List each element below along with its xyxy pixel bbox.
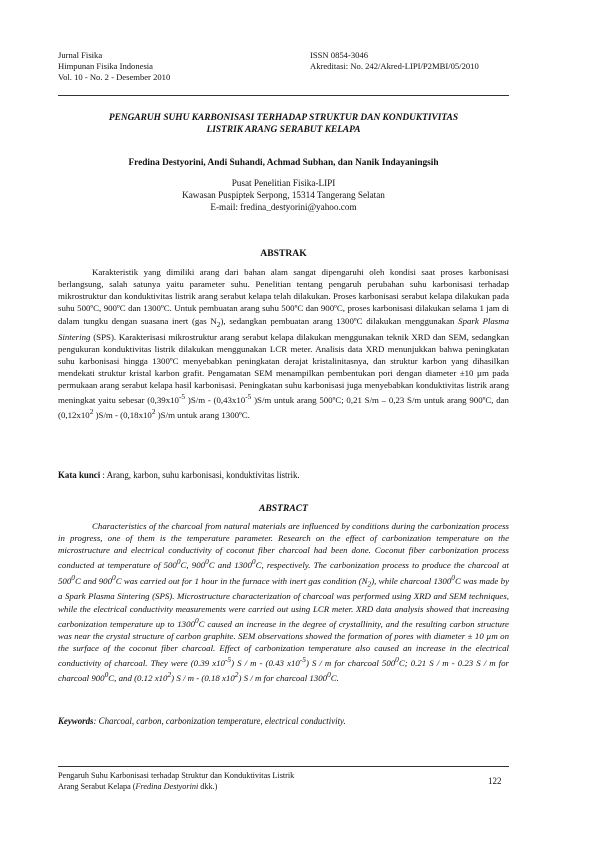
keywords-label: Keywords (58, 716, 94, 726)
issn: ISSN 0854-3046 (310, 50, 369, 60)
title-line-1: PENGARUH SUHU KARBONISASI TERHADAP STRUKTUR DAN KONDUKTIVITAS (108, 113, 459, 123)
institution: Pusat Penelitian Fisika-LIPI (231, 178, 336, 188)
affiliation (58, 177, 509, 213)
journal-name: Jurnal Fisika (58, 50, 103, 60)
footer-title-2: Arang Serabut Kelapa (Fredina Destyorini dkk.) (58, 782, 218, 791)
kata-kunci-text: : Arang, karbon, suhu karbonisasi, konduktivitas listrik. (100, 470, 300, 480)
accreditation: Akreditasi: No. 242/Akred-LIPI/P2MBI/05/2010 (310, 61, 479, 71)
abstrak-body: Karakteristik yang dimiliki arang dari bahan alam sangat dipengaruhi oleh kondisi saat proses karbonisasi berlangsung, salah satunya yaitu parameter suhu. Penelitian tentang pengaruh perubahan suhu karbonisasi terhadap mikrostruktur dan konduktivitas listrik arang serabut kelapa telah dilakukan. Proses karbonisasi serabut kelapa dilakukan pada suhu 500ºC, 900ºC dan 1300ºC. Untuk pembuatan arang suhu 500ºC dan 900ºC, proses karbonisasi dilakukan selama 1 jam di dalam tungku dengan suasana inert (gas $N_2$), sedangkan pembuatan arang 1300ºC dilakukan menggunakan Spark Plasma Sintering (SPS). Karakterisasi mikrostruktur arang serabut kelapa dilakukan menggunakan teknik XRD dan SEM, sedangkan pengukuran konduktivitas listrik dilakukan menggunakan LCR meter. Analisis data XRD menunjukkan bahwa peningkatan suhu karbonisasi hingga 1300ºC menyebabkan peningkatan derajat kristalinitasnya, dan struktur karbon yang dihasilkan mendekati struktur kristal karbon grafit. Pengamatan SEM menampilkan pembentukan pori dengan diameter ±10 µm pada permukaan arang serabut kelapa hasil karbonisasi. Peningkatan suhu karbonisasi juga menyebabkan konduktivitas listrik arang meningkat yaitu sebesar ($0,39x10^{-5}$ )$S/m - (0,43x10^{-5}$ )S/m untuk arang 500ºC; 0,21 S/m – 0,23 S/m untuk arang 900ºC, dan ($0,12x10^2$ )$S/m - (0,18x10^2$ )S/m untuk arang 1300ºC. (58, 267, 510, 421)
header-rule (58, 95, 509, 96)
title-line-2: LISTRIK ARANG SERABUT KELAPA (206, 125, 361, 135)
abstract-heading: ABSTRACT (258, 503, 309, 514)
footer-title: Pengaruh Suhu Karbonisasi terhadap Struktur dan Konduktivitas Listrik (58, 771, 295, 780)
society-name: Himpunan Fisika Indonesia (58, 61, 153, 71)
abstract-body: Characteristics of the charcoal from natural materials are influenced by conditions during the carbonization process in progress, one of them is the temperature parameter. Research on the effect of carbonization temperature on the microstructure and electrical conductivity of coconut fiber charcoal had been done. Coconut fiber carbonization process conducted at temperature of $500^0C$, $900^0C$ and 1300$^0$C, respectively. The carbonization process to produce the charcoal at $500^0C$ and $900^0C$ was carried out for 1 hour in the furnace with inert gas condition $(N_2)$, while charcoal 1300$^0$C was made by a Spark Plasma Sintering (SPS). Microstructure characterization of charcoal was performed using XRD and SEM techniques, while the electrical conductivity measurements were carried out using LCR meter. XRD data analysis showed that increasing carbonization temperature up to 1300$^0$C caused an increase in the degree of crystallinity, and the resulting carbon structure was near the crystal structure of carbon graphite. SEM observations showed the formation of pores with diameter ± 10 µm on the surface of the coconut fiber charcoal. Effect of carbonization temperature also caused an increase in the electrical conductivity of charcoal. They were (0.39 $x10^{-5}$) S / m - (0.43 $x10^{-5}$) S / m for charcoal $500^0C$; 0.21 S / m - 0.23 S / m for charcoal $900^0C$, and (0.12 $x10^2$) S / m - (0.18 $x10^2$) S / m for charcoal 1300$^0$C. (58, 521, 510, 684)
journal-header-right (310, 50, 479, 72)
email: E-mail: fredina_destyorini@yahoo.com (210, 202, 357, 212)
footer-rule (58, 766, 509, 767)
running-footer (58, 770, 294, 792)
abstrak-heading: ABSTRAK (260, 248, 307, 259)
page-number: 122 (488, 776, 502, 786)
author-list: Fredina Destyorini, Andi Suhandi, Achmad Subhan, dan Nanik Indayaningsih (128, 158, 439, 168)
kata-kunci-label: Kata kunci (58, 470, 101, 480)
kata-kunci (58, 470, 509, 480)
keywords (58, 716, 509, 726)
address: Kawasan Puspiptek Serpong, 15314 Tangerang Selatan (182, 190, 385, 200)
keywords-text: : Charcoal, carbon, carbonization temperature, electrical conductivity. (93, 716, 346, 726)
volume-info: Vol. 10 - No. 2 - Desember 2010 (58, 72, 171, 82)
journal-header-left (58, 50, 170, 83)
paper-title (58, 112, 509, 136)
